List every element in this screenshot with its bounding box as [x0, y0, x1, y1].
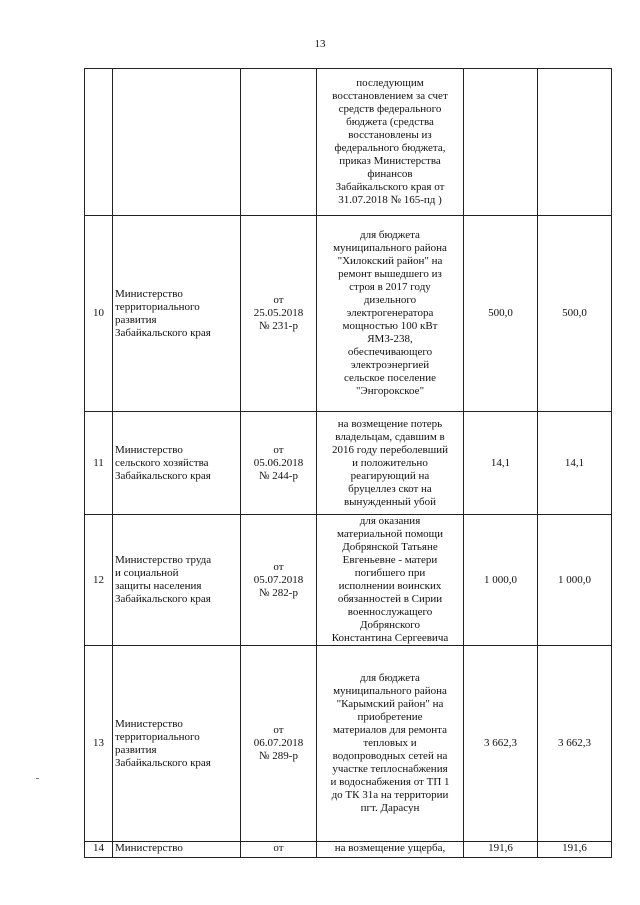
purpose-line: водопроводных сетей на	[332, 750, 448, 762]
purpose-line: Евгеньевне - матери	[342, 554, 438, 566]
amount-cell: 3 662,3	[464, 646, 538, 842]
amount-cell: 191,6	[538, 842, 612, 858]
purpose-line: на возмещение потерь	[337, 417, 443, 430]
purpose-line: бюджета (средства	[346, 116, 434, 128]
date-line: № 231-р	[259, 320, 298, 332]
ministry-line: Министерство	[115, 287, 183, 300]
row-number-cell: 11	[85, 412, 113, 515]
purpose-line: Добрянского	[360, 619, 420, 631]
row-number-cell: 13	[85, 646, 113, 842]
table-row	[85, 646, 612, 842]
purpose-line: электрогенератора	[346, 307, 434, 319]
date-line: 05.07.2018	[253, 573, 304, 586]
ministry-cell	[113, 412, 241, 515]
purpose-line: муниципального района	[333, 685, 447, 697]
row-number-cell: 12	[85, 515, 113, 646]
purpose-line: федерального бюджета,	[334, 142, 446, 154]
purpose-line: дизельного	[363, 294, 417, 306]
amount-cell: 1 000,0	[464, 515, 538, 646]
amount-cell: 14,1	[538, 412, 612, 515]
purpose-line: "Хилокский район" на	[337, 255, 443, 267]
purpose-line: материальной помощи	[336, 528, 444, 540]
purpose-cell	[317, 412, 464, 515]
date-line: 05.06.2018	[253, 456, 304, 469]
ministry-line: территориального	[115, 730, 200, 743]
purpose-line: бруцеллез скот на	[348, 482, 432, 495]
row-number-cell: 14	[85, 842, 113, 858]
table-row	[85, 216, 612, 412]
purpose-line: финансов	[367, 168, 413, 180]
order-date-cell	[241, 216, 317, 412]
ministry-line: Забайкальского края	[115, 326, 211, 339]
amount-cell	[464, 69, 538, 216]
purpose-line: сельское поселение	[344, 372, 436, 384]
purpose-line: реагирующий на	[350, 469, 430, 482]
ministry-line: Забайкальского края	[115, 593, 211, 605]
ministry-line: Министерство труда	[115, 554, 212, 566]
purpose-line: обеспечивающего	[347, 346, 433, 358]
ministry-line: Министерство	[115, 717, 183, 730]
ministry-line: Министерство	[115, 842, 183, 854]
purpose-line: вынужденный убой	[343, 495, 437, 508]
ministry-line: Министерство	[115, 443, 183, 456]
table-row	[85, 842, 612, 858]
page-number: 13	[314, 38, 326, 50]
purpose-line: электроэнергией	[350, 359, 430, 371]
purpose-line: мощностью 100 кВт	[342, 320, 438, 332]
purpose-line: восстановлены из	[348, 129, 432, 141]
date-line: от	[273, 560, 284, 573]
purpose-line: последующим	[356, 77, 424, 89]
margin-mark	[36, 778, 39, 779]
date-line: от	[273, 294, 284, 306]
purpose-line: обязанностей в Сирии	[337, 593, 443, 605]
table-row	[85, 412, 612, 515]
ministry-cell	[113, 515, 241, 646]
date-line: от	[273, 724, 284, 736]
purpose-line: и водоснабжения от ТП 1	[330, 776, 450, 788]
purpose-line: приобретение	[357, 711, 423, 723]
amount-cell: 191,6	[464, 842, 538, 858]
amount-cell: 3 662,3	[538, 646, 612, 842]
date-line: от	[273, 842, 284, 854]
purpose-line: тепловых и	[363, 737, 417, 749]
ministry-cell	[113, 216, 241, 412]
amount-cell: 14,1	[464, 412, 538, 515]
purpose-line: на возмещение ущерба,	[334, 842, 446, 854]
ministry-cell	[113, 646, 241, 842]
date-line: № 289-р	[259, 750, 298, 762]
order-date-cell	[241, 646, 317, 842]
purpose-cell	[317, 69, 464, 216]
purpose-cell	[317, 842, 464, 858]
table-row	[85, 69, 612, 216]
purpose-line: Константина Сергеевича	[331, 632, 449, 644]
ministry-line: развития	[115, 743, 157, 756]
ministry-line: Забайкальского края	[115, 756, 211, 769]
purpose-line: восстановлением за счет	[332, 90, 448, 102]
ministry-line: и социальной	[115, 567, 179, 579]
ministry-cell	[113, 69, 241, 216]
date-line: 25.05.2018	[253, 307, 304, 319]
purpose-line: 2016 году переболевший	[332, 443, 448, 456]
order-date-cell	[241, 412, 317, 515]
purpose-line: Добрянской Татьяне	[342, 541, 438, 553]
purpose-line: 31.07.2018 № 165-пд )	[338, 194, 442, 206]
purpose-line: пгт. Дарасун	[360, 802, 420, 814]
purpose-line: до ТК 31а на территории	[331, 789, 449, 801]
purpose-line: "Энгорокское"	[355, 385, 425, 397]
purpose-line: владельцам, сдавшим в	[335, 430, 445, 443]
purpose-line: строя в 2017 году	[349, 281, 431, 293]
amount-cell: 500,0	[538, 216, 612, 412]
purpose-line: для бюджета	[360, 229, 420, 241]
purpose-line: и положительно	[352, 456, 428, 469]
ministry-line: развития	[115, 313, 157, 326]
purpose-line: военнослужащего	[347, 606, 433, 618]
purpose-line: "Карымский район" на	[336, 698, 444, 710]
amount-cell	[538, 69, 612, 216]
amount-cell: 1 000,0	[538, 515, 612, 646]
purpose-cell	[317, 646, 464, 842]
date-line: 06.07.2018	[253, 737, 304, 749]
ministry-line: сельского хозяйства	[115, 456, 209, 469]
purpose-line: приказ Министерства	[339, 155, 441, 167]
purpose-cell	[317, 216, 464, 412]
purpose-line: участке теплоснабжения	[332, 763, 448, 775]
purpose-line: средств федерального	[338, 103, 442, 115]
date-line: № 282-р	[259, 586, 298, 599]
table-row	[85, 515, 612, 646]
purpose-line: ремонт вышедшего из	[338, 268, 442, 280]
purpose-line: для оказания	[359, 515, 421, 527]
purpose-line: исполнении воинских	[338, 580, 442, 592]
purpose-line: ЯМЗ-238,	[367, 333, 413, 345]
date-line: № 244-р	[259, 469, 298, 482]
ministry-line: Забайкальского края	[115, 469, 211, 482]
purpose-line: материалов для ремонта	[333, 724, 447, 736]
purpose-line: муниципального района	[333, 242, 447, 254]
date-line: от	[273, 443, 284, 456]
order-date-cell	[241, 69, 317, 216]
purpose-line: Забайкальского края от	[335, 181, 445, 193]
ministry-cell	[113, 842, 241, 858]
purpose-line: для бюджета	[360, 672, 420, 684]
ministry-line: защиты населения	[115, 580, 202, 592]
amount-cell: 500,0	[464, 216, 538, 412]
budget-allocation-table	[84, 68, 612, 858]
order-date-cell	[241, 515, 317, 646]
ministry-line: территориального	[115, 300, 200, 313]
order-date-cell	[241, 842, 317, 858]
purpose-line: погибшего при	[354, 567, 426, 579]
row-number-cell: 10	[85, 216, 113, 412]
row-number-cell	[85, 69, 113, 216]
purpose-cell	[317, 515, 464, 646]
